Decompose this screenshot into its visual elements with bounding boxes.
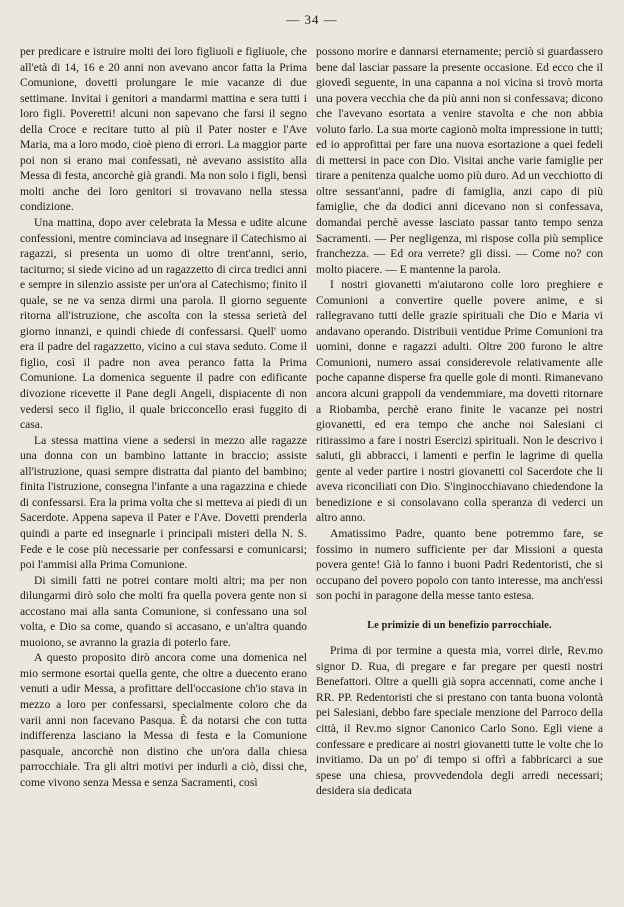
left-column bbox=[20, 44, 307, 790]
paragraph: I nostri giovanetti m'aiutarono colle loro preghiere e Comunioni a convertire quelle povere anime, e si rallegravano tutti delle grazie spirituali che Dio e Maria vi andavano operando. Distribuii ventidue Prime Comunioni tra uomini, donne e ragazzi adulti. Oltre 200 furono le altre Comunioni, numero assai considerevole relativamente alle poche capanne disperse fra quelle gole di monti. Rimanevano ancora alcuni grappoli da vendemmiare, ma dovetti ritornare a Riobamba, perchè erano finite le vacanze pei nostri giovanetti, ed era tempo che anche noi Salesiani ci ritirassimo a fare i nostri Esercizi spirituali. Non le descrivo i saluti, gli abbracci, i lamenti e perfin le lagrime di quella gente al veder partire i nostri giovanetti col Sacerdote che li aveva riconciliati con Dio. S'inginocchiavano chiedendone la benedizione e si consolavano colla speranza di vederci un altro anno. bbox=[316, 278, 603, 525]
paragraph: Prima di por termine a questa mia, vorrei dirle, Rev.mo signor D. Rua, di pregare e far pregare per questi nostri Benefattori. Oltre a quelli già sopra accennati, come anche i RR. PP. Redentoristi che si prestano con tanta buona volontà pei Salesiani, debbo fare speciale menzione del Parroco della città, il Rev.mo signor Canonico Carlo Sono. Egli viene a confessare e predicare ai nostri giovanetti tutte le volte che lo invitiamo. Da un po' di tempo si offrì a fabbricarci a sue spese una chiesa, provvedendola degli arredi necessari; desidera sia dedicata bbox=[316, 644, 603, 798]
right-column bbox=[316, 44, 603, 799]
paragraph: Di simili fatti ne potrei contare molti altri; ma per non dilungarmi dirò solo che molti fra quella povera gente non si accostano mai alla santa Comunione, si confessano una sol volta, e Dio sa come, quando si accasano, e un'altra quando muoiono, se avranno la grazia di poterlo fare. bbox=[20, 573, 307, 649]
paragraph: possono morire e dannarsi eternamente; perciò si guardassero bene dal lasciar passare la presente occasione. Ed ecco che il giovedì seguente, in una capanna a noi vicina si trovò morta una povera vecchia che da più anni non si confessava; dicono che l'avevano esortata a venire stavolta e che non abbia voluto farlo. La sua morte cagionò molta impressione in tutti; ed io approfittai per fare una nuova esortazione a quei fedeli di mettersi in pace con Dio. Visitai anche varie famiglie per tirare a penitenza qualche uomo più duro. Ad un vecchiotto di oltre sessant'anni, padre di famiglia, anzi capo di più famiglie, che da dodici anni dicevano non si confessava, domandai perchè avesse lasciato passar tanto tempo senza Sacramenti. — Per negligenza, mi rispose colla più semplice franchezza. — Ed ora verrete? gli dissi. — Come no? con molto piacere. — E mantenne la parola. bbox=[316, 45, 603, 276]
paragraph: Una mattina, dopo aver celebrata la Messa e udite alcune confessioni, mentre cominciava ad insegnare il Catechismo ai ragazzi, si presenta un uomo di oltre trent'anni, serio, taciturno; si siede vicino ad un ragazzetto di circa tredici anni e sempre in silenzio assiste per un'ora al Catechismo; finito il quale, se ne va senza dirmi una parola. Il giorno seguente ritorna all'istruzione, che ascolta con la stessa serietà del giorno innanzi, e quindi chiede di confessarsi. Quell' uomo era il padre del ragazzetto, vicino a cui stava seduto. Come il figlio, così il padre non avea peranco fatta la Prima Comunione. La domenica seguente il padre con edificante divozione ricevette il Pane degli Angeli, dispiacente di non vedersi seco il figlio, il quale bricconcello erasi fuggito di casa. bbox=[20, 216, 307, 432]
paragraph: A questo proposito dirò ancora come una domenica nel mio sermone esortai quella gente, che oltre a duecento erano venuti a udir Messa, a profittare dell'occasione ch'io stava in mezzo a loro per confessarsi, specialmente coloro che da varii anni non facevano Pasqua. È da notarsi che con tutta indifferenza lasciano la Messa di festa e la Comunione pasquale, ancorchè non distino che un'ora dalla chiesa parrocchiale. Tra gli altri motivi per indurli a ciò, dissi che, come vivono senza Messa e senza Sacramenti, così bbox=[20, 651, 307, 789]
page-number: — 34 — bbox=[286, 12, 338, 27]
paragraph: Amatissimo Padre, quanto bene potremmo fare, se fossimo in numero sufficiente per dar Missioni a questa povera gente! Già lo fanno i buoni Padri Redentoristi, che si occupano del povero popolo con tanto interesse, ma anch'essi son pochi in paragone della messe tanto estesa. bbox=[316, 526, 603, 603]
paragraph: La stessa mattina viene a sedersi in mezzo alle ragazze una donna con un bambino lattante in braccio; assiste all'istruzione, quasi sempre distratta dal pianto del bambino; finita l'istruzione, consegna l'infante a una ragazzina e chiede di confessarsi. Era la prima volta che si metteva ai piedi di un Sacerdote. Appena sapeva il Pater e l'Ave. Dovetti prenderla quindi a parte ed insegnarle i principali misteri della N. S. Fede e le cose più necessarie per confessarsi e comunicarsi; poi l'ammisi alla Prima Comunione. bbox=[20, 433, 307, 572]
paragraph: per predicare e istruire molti dei loro figliuoli e figliuole, che all'età di 14, 16 e 20 anni non avevano ancor fatta la Prima Comunione, dovetti prolungare le mie vacanze di due settimane. Invitai i genitori a mandarmi mattina e sera tutti i loro figli. Poveretti! alcuni non sapevano che farsi il segno della Croce e recitare tutto al più il Pater noster e l'Ave Maria, ma a loro modo, cioè pieno di errori. La maggior parte poi non si erano mai confessati, nè avevano assistito alla Messa di festa, ancorchè già grandi. Ma non solo i figli, bensì molti anche dei loro genitori si trovavano nella stessa condizione. bbox=[20, 45, 307, 214]
section-title: Le primizie di un benefizio parrocchiale. bbox=[367, 619, 552, 631]
